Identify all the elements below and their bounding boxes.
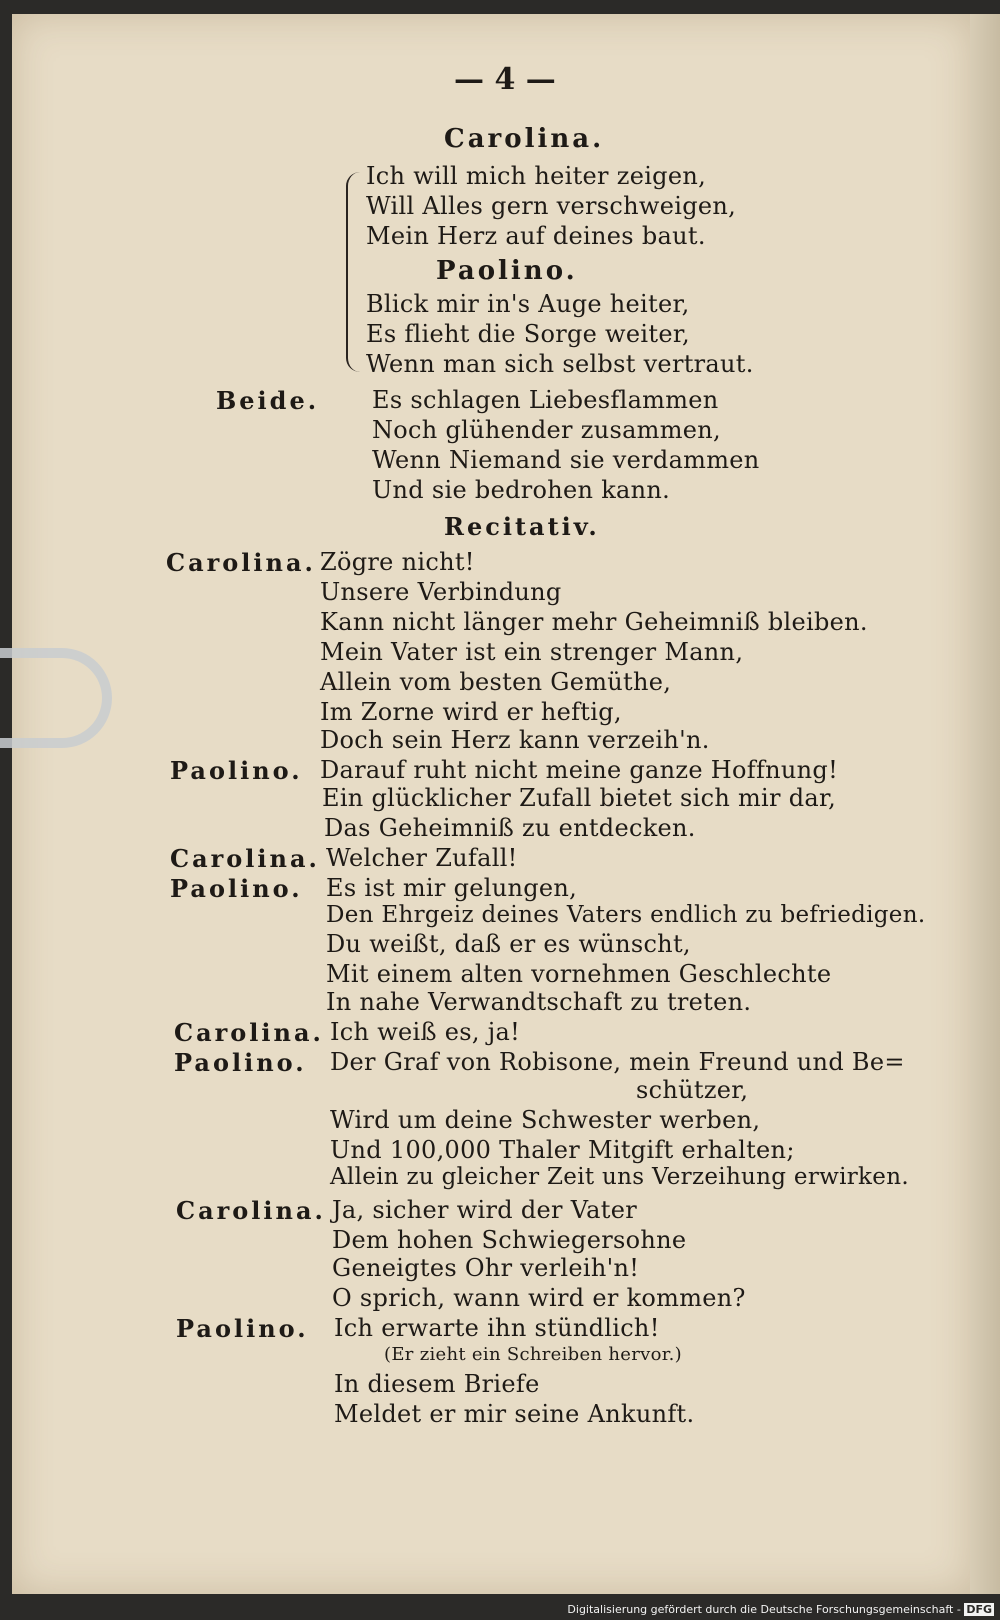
verse-line: Und sie bedrohen kann. — [372, 476, 671, 504]
dialogue-line: Mit einem alten vornehmen Geschlechte — [326, 960, 832, 988]
dialogue-line: Unsere Verbindung — [320, 578, 562, 606]
dialogue-line: Im Zorne wird er heftig, — [320, 698, 622, 726]
dialogue-line: Darauf ruht nicht meine ganze Hoffnung! — [320, 756, 839, 784]
dialogue-line: Du weißt, daß er es wünscht, — [326, 930, 691, 958]
dialogue-line: Der Graf von Robisone, mein Freund und Be= — [330, 1048, 905, 1076]
dialogue-line: Doch sein Herz kann verzeih'n. — [320, 726, 710, 754]
speaker-label: Carolina. — [166, 548, 316, 577]
speaker-label: Paolino. — [170, 874, 303, 903]
verse-line: Will Alles gern verschweigen, — [366, 192, 737, 220]
verse-line: Wenn man sich selbst vertraut. — [366, 350, 754, 378]
speaker-label: Carolina. — [174, 1018, 324, 1047]
dialogue-line: Es ist mir gelungen, — [326, 874, 578, 902]
dialogue-line: Wird um deine Schwester werben, — [330, 1106, 761, 1134]
speaker-beide: Beide. — [216, 386, 320, 415]
recitativ-heading: Recitativ. — [444, 512, 600, 541]
dialogue-line: schützer, — [636, 1076, 749, 1104]
footer-credit — [567, 1603, 994, 1616]
dialogue-line: In diesem Briefe — [334, 1370, 540, 1398]
page-number: — 4 — — [454, 62, 556, 97]
dialogue-line: Dem hohen Schwiegersohne — [332, 1226, 687, 1254]
dialogue-line: O sprich, wann wird er kommen? — [332, 1284, 746, 1312]
dialogue-line: Allein zu gleicher Zeit uns Verzeihung erwirken. — [330, 1164, 909, 1190]
dialogue-line: Kann nicht länger mehr Geheimniß bleiben. — [320, 608, 868, 636]
dialogue-line: Das Geheimniß zu entdecken. — [324, 814, 696, 842]
dialogue-line: Ja, sicher wird der Vater — [332, 1196, 637, 1224]
dialogue-line: Ein glücklicher Zufall bietet sich mir dar, — [322, 784, 837, 812]
dialogue-line: Zögre nicht! — [320, 548, 475, 576]
verse-line: Es schlagen Liebesflammen — [372, 386, 719, 414]
paper-clip — [0, 648, 112, 748]
verse-line: Wenn Niemand sie verdammen — [372, 446, 760, 474]
speaker-heading-carolina: Carolina. — [444, 124, 605, 154]
dfg-logo: DFG — [966, 1603, 992, 1616]
dialogue-line: Ich weiß es, ja! — [330, 1018, 521, 1046]
speaker-label: Carolina. — [176, 1196, 326, 1225]
dialogue-line: Meldet er mir seine Ankunft. — [334, 1400, 695, 1428]
dialogue-line: In nahe Verwandtschaft zu treten. — [326, 988, 752, 1016]
speaker-heading-paolino: Paolino. — [436, 256, 578, 286]
duet-brace — [346, 172, 362, 372]
dialogue-line: Allein vom besten Gemüthe, — [320, 668, 672, 696]
speaker-label: Paolino. — [174, 1048, 307, 1077]
verse-line: Es flieht die Sorge weiter, — [366, 320, 690, 348]
speaker-label: Paolino. — [170, 756, 303, 785]
stage-direction: (Er zieht ein Schreiben hervor.) — [384, 1344, 682, 1365]
verse-line: Mein Herz auf deines baut. — [366, 222, 706, 250]
footer-text: Digitalisierung gefördert durch die Deutsche Forschungsgemeinschaft - — [567, 1603, 961, 1616]
dialogue-line: Und 100,000 Thaler Mitgift erhalten; — [330, 1136, 795, 1164]
verse-line: Noch glühender zusammen, — [372, 416, 721, 444]
speaker-label: Paolino. — [176, 1314, 309, 1343]
dialogue-line: Welcher Zufall! — [326, 844, 518, 872]
verse-line: Ich will mich heiter zeigen, — [366, 162, 707, 190]
dialogue-line: Mein Vater ist ein strenger Mann, — [320, 638, 744, 666]
dialogue-line: Ich erwarte ihn stündlich! — [334, 1314, 660, 1342]
speaker-label: Carolina. — [170, 844, 320, 873]
verse-line: Blick mir in's Auge heiter, — [366, 290, 690, 318]
dialogue-line: Geneigtes Ohr verleih'n! — [332, 1254, 640, 1282]
page-edge — [970, 14, 1000, 1594]
dialogue-line: Den Ehrgeiz deines Vaters endlich zu befriedigen. — [326, 902, 926, 928]
